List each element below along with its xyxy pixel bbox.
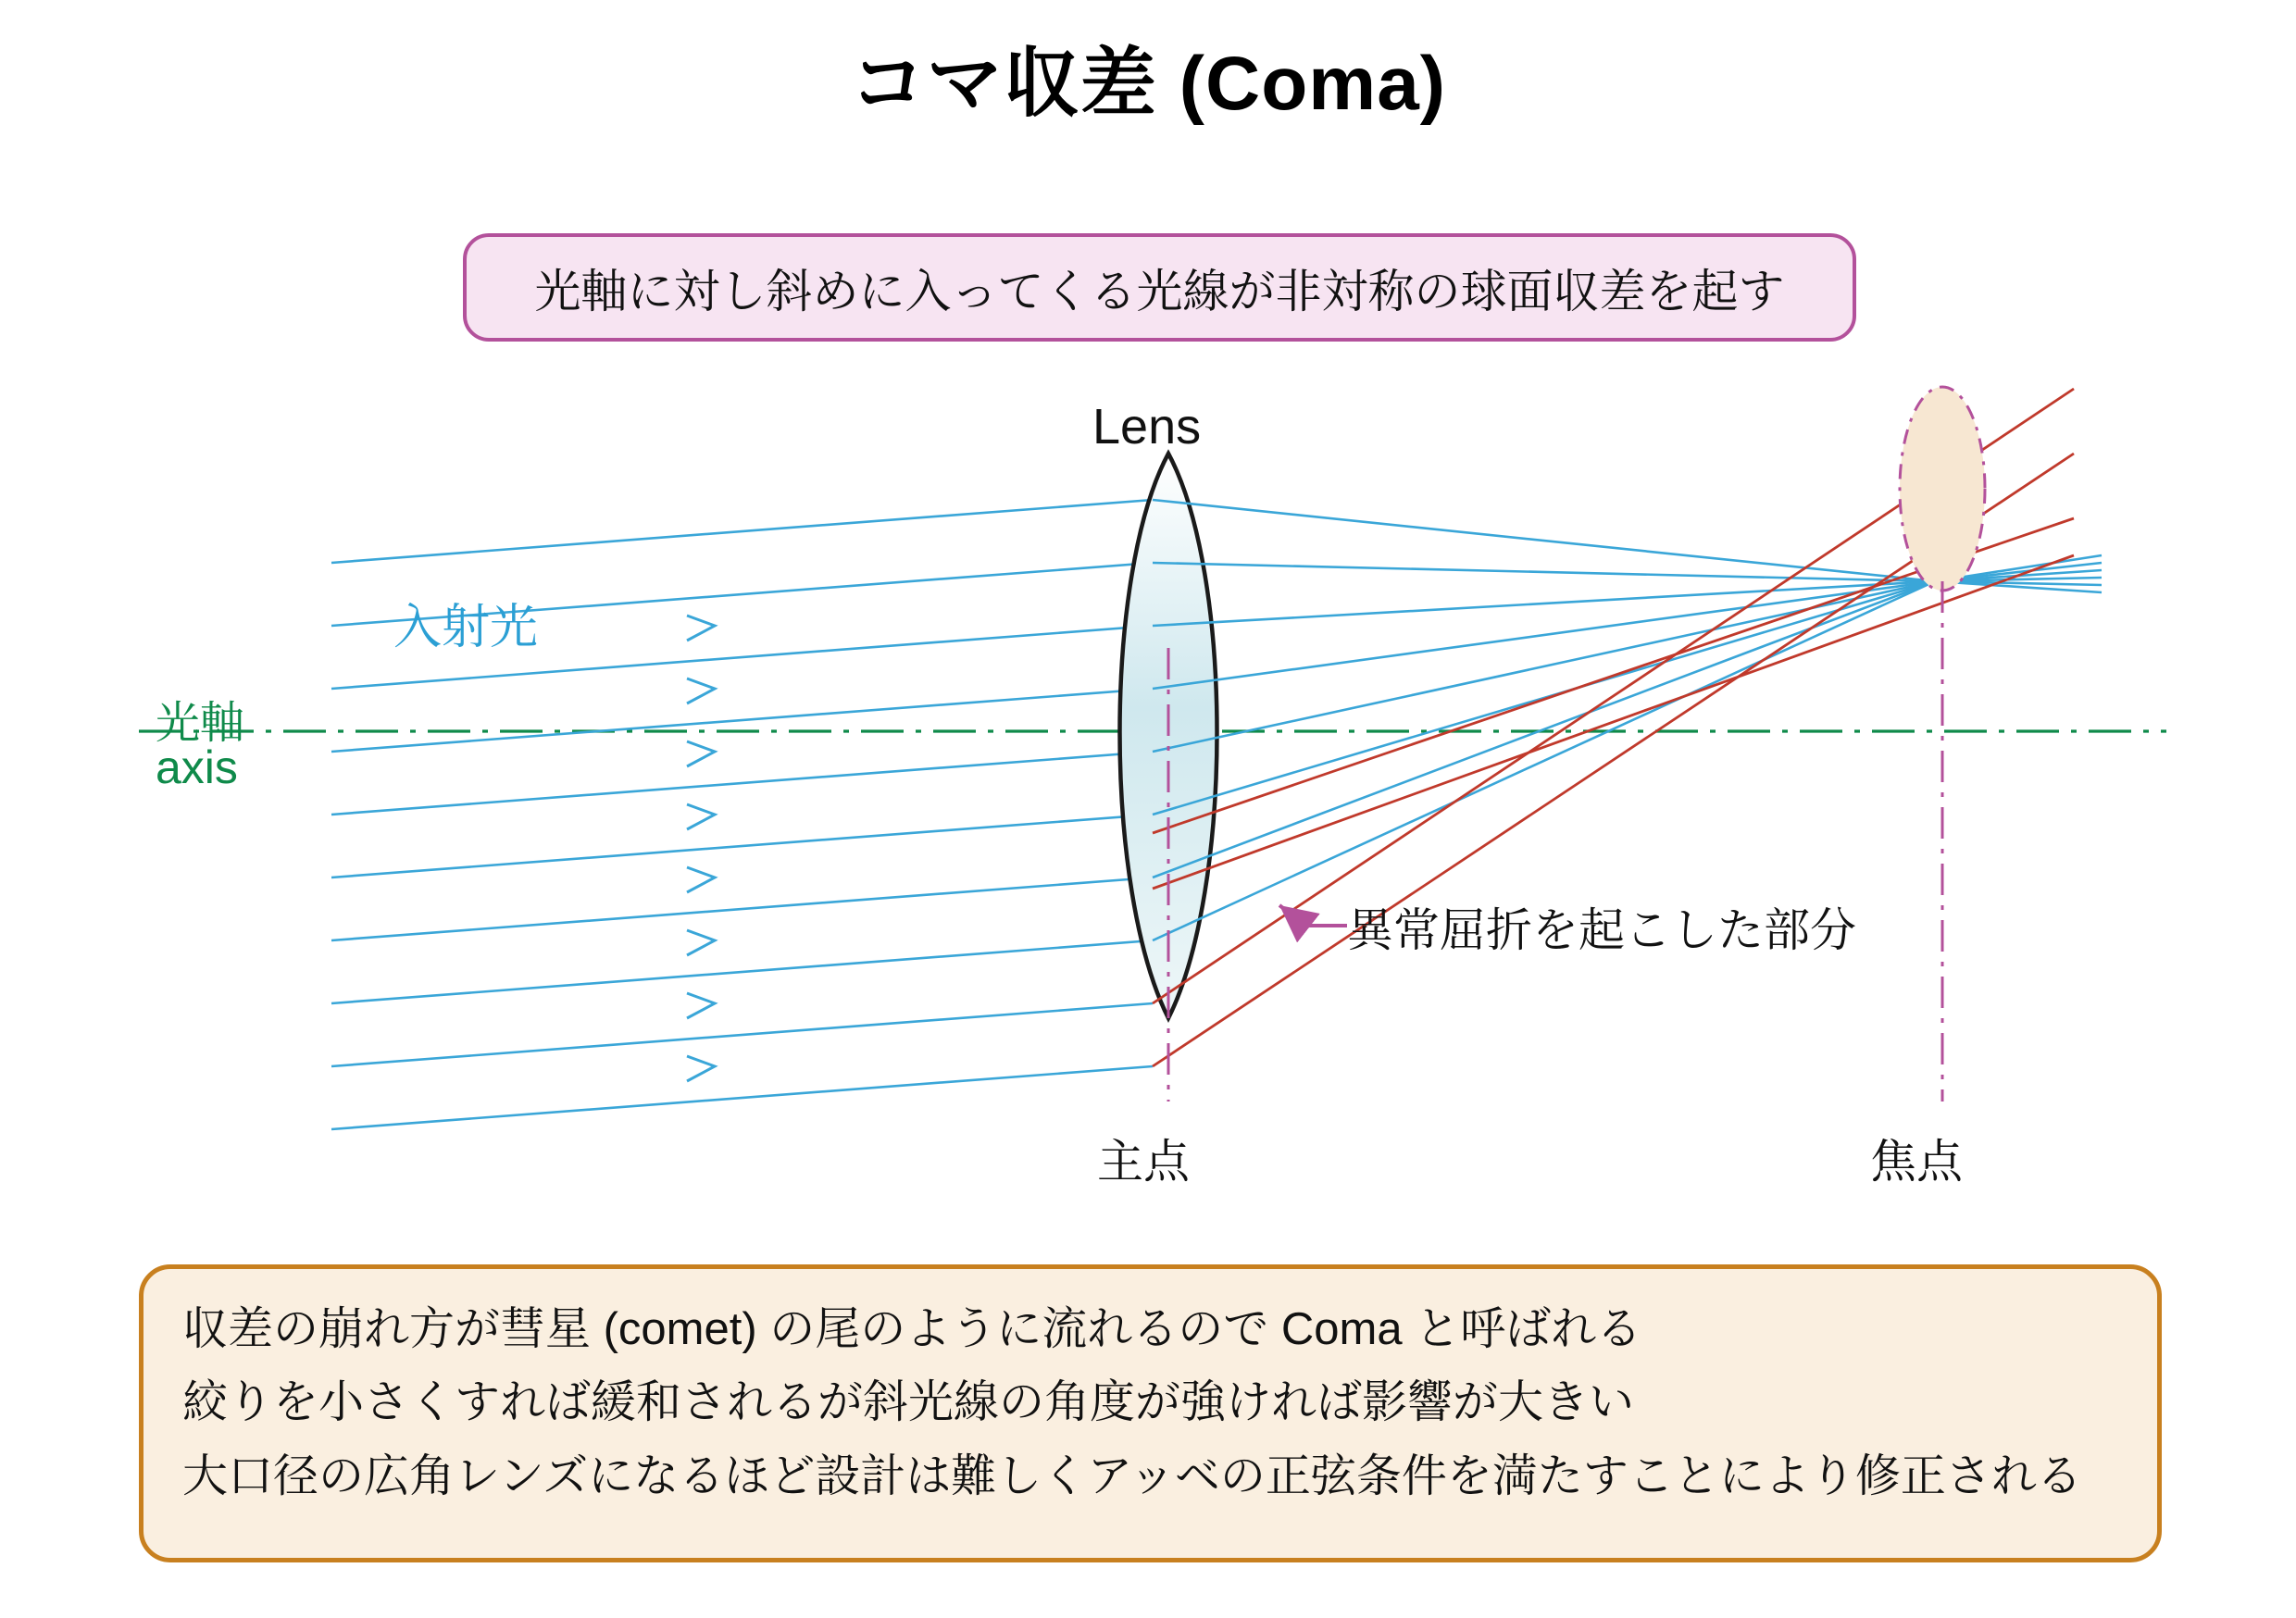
callout-bottom-line-3: 大口径の広角レンズになるほど設計は難しくアッベの正弦条件を満たすことにより修正される — [182, 1450, 2082, 1501]
optical-axis-label-en: axis — [156, 741, 238, 793]
anomalous-refraction-label: 異常屈折を起こした部分 — [1347, 904, 1856, 956]
blur-spot — [1900, 387, 1985, 591]
optical-axis-label-jp: 光軸 — [156, 699, 245, 748]
anomaly-leader — [1279, 905, 1347, 926]
callout-top-text: 光軸に対し斜めに入ってくる光線が非対称の球面収差を起す — [534, 265, 1785, 317]
incident-light-label: 入射光 — [393, 601, 539, 654]
callout-bottom-line-1: 収差の崩れ方が彗星 (comet) の尾のように流れるので Coma と呼ばれる — [182, 1304, 1642, 1354]
page-title: コマ収差 (Coma) — [849, 42, 1447, 126]
focal-point-label: 焦点 — [1870, 1136, 1963, 1188]
lens-label: Lens — [1092, 399, 1202, 454]
callout-bottom — [139, 1264, 2162, 1562]
callout-bottom-line-2: 絞りを小さくすれば緩和されるが斜光線の角度が強ければ影響が大きい — [182, 1377, 1635, 1428]
principal-point-label: 主点 — [1097, 1136, 1190, 1188]
